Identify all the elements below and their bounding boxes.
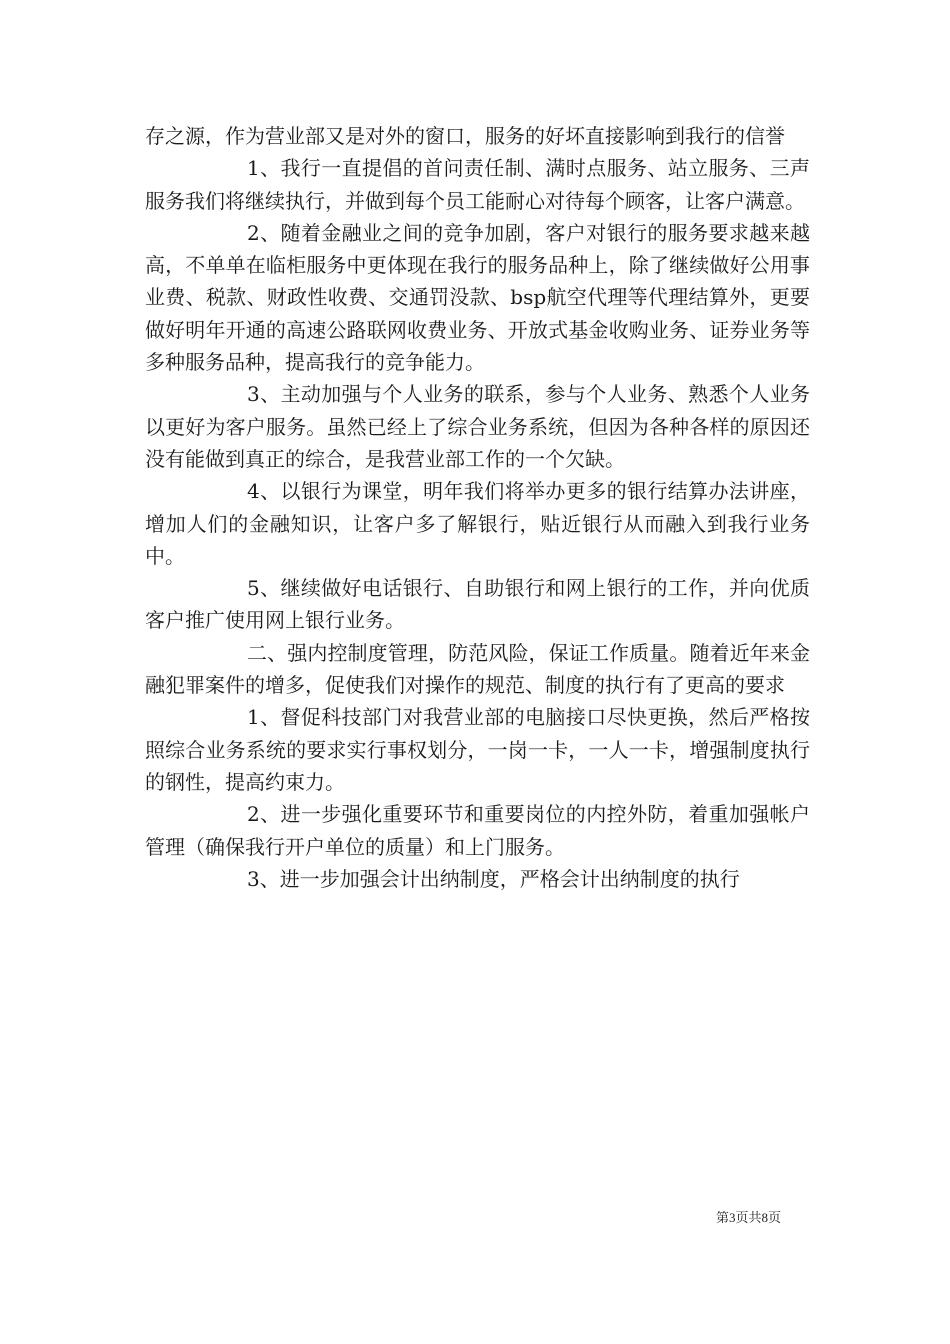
paragraph-6: 5、继续做好电话银行、自助银行和网上银行的工作，并向优质客户推广使用网上银行业务。	[145, 576, 810, 633]
document-body	[145, 120, 810, 895]
paragraph-9: 2、进一步强化重要环节和重要岗位的内控外防，着重加强帐户管理（确保我行开户单位的质量）和上门服务。	[145, 802, 810, 859]
paragraph-2: 1、我行一直提倡的首问责任制、满时点服务、站立服务、三声服务我们将继续执行，并做到每个员工能耐心对待每个顾客，让客户满意。	[145, 156, 810, 213]
paragraph-1: 存之源，作为营业部又是对外的窗口，服务的好坏直接影响到我行的信誉	[145, 124, 785, 148]
paragraph-5: 4、以银行为课堂，明年我们将举办更多的银行结算办法讲座，增加人们的金融知识，让客户多了解银行，贴近银行从而融入到我行业务中。	[145, 479, 810, 568]
paragraph-3: 2、随着金融业之间的竞争加剧，客户对银行的服务要求越来越高，不单单在临柜服务中更体现在我行的服务品种上，除了继续做好公用事业费、税款、财政性收费、交通罚没款、bsp航空代理等代理结算外，更要做好明年开通的高速公路联网收费业务、开放式基金收购业务、证券业务等多种服务品种，提高我行的竞争能力。	[145, 220, 810, 375]
page-number-footer: 第3页共8页	[716, 1210, 782, 1225]
paragraph-7: 二、强内控制度管理，防范风险，保证工作质量。随着近年来金融犯罪案件的增多，促使我们对操作的规范、制度的执行有了更高的要求	[145, 640, 810, 698]
paragraph-4: 3、主动加强与个人业务的联系，参与个人业务、熟悉个人业务以更好为客户服务。虽然已经上了综合业务系统，但因为各种各样的原因还没有能做到真正的综合，是我营业部工作的一个欠缺。	[145, 382, 810, 471]
paragraph-10: 3、进一步加强会计出纳制度，严格会计出纳制度的执行	[247, 866, 740, 891]
paragraph-8: 1、督促科技部门对我营业部的电脑接口尽快更换，然后严格按照综合业务系统的要求实行事权划分，一岗一卡，一人一卡，增强制度执行的钢性，提高约束力。	[145, 705, 810, 794]
